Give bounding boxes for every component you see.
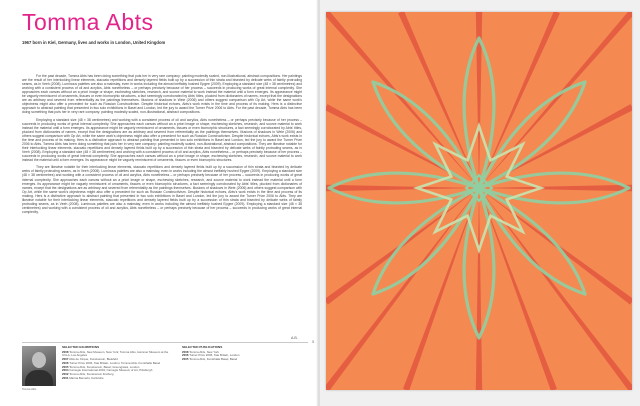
- exhibition-text: Tomma Abts, New Museum, New York; Tomma Abts, Hammer Museum at the UCLA, Los Angeles: [62, 349, 169, 358]
- publication-year: 2005: [182, 357, 189, 362]
- exhibition-year: 2007: [62, 357, 69, 362]
- artist-bio-line: 1967 born in Kiel, Germany, lives and works in London, United Kingdom: [22, 40, 166, 45]
- publication-year: 2006: [182, 353, 189, 358]
- portrait-head-shape: [32, 352, 46, 368]
- exhibition-entry: [62, 377, 177, 381]
- exhibition-text: Marina Bemerkt, Karlsruhe: [69, 375, 104, 380]
- left-page: [0, 0, 318, 406]
- exhibition-year: 2002: [62, 371, 69, 376]
- exhibition-year: 2006: [62, 360, 69, 365]
- exhibition-year: 2001: [62, 375, 69, 380]
- exhibition-text: Tomma Abts, Kunstverein, Basel; Greengrassi, London: [69, 364, 140, 369]
- essay-paragraph: For the past decade, Tomma Abts has been doing something that puts her in very rare company: painting modestly scaled, non-illustrational, abstract compositions. Her paintings are the result of her interlocking linear elements, staccato repetitions and densely layered fields built up by a succession of thin strata and bisected by delicate webs of faintly protruding seams, as in Veeh (2008). Luminous palettes are also a mainstay, even in works including the almost ineffably hushed Epgee (2009). Employing a standard size (48 × 38 centimetres) and working with a consistent process of oil and acrylics, Abts nonetheless – or perhaps precisely because of her process – succeeds in producing works of great internal complexity. She approaches each canvas without an a priori image or shape, eschewing sketches, research, and source material to work instead the material until a form emerges. Its appearance might be vaguely reminiscent of ornaments, tissues or even biomorphic structures, a fact seemingly corroborated by Abts' titles, plucked from dictionaries of names, except that the designations are as arbitrary and severed from referentiality as the paintings themselves. Illusions of shadows in Weie (2006) and others suggest comparison with Op Art, while the same work's objectness might also offer a precedent for such as Russian Constructivism. Despite historical echoes, Abts's work exists in the time and process of its making. Hers is a distinctive approach to abstract painting that presented in two solo exhibitions in Basel and London, led the jury to award the Turner Prize 2006 to Abts. For the past decade, Tomma Abts has been doing something that puts her in very rare company: painting modestly scaled, non-illustrational, abstract compositions.: [22, 74, 302, 115]
- essay-paragraph: Employing a standard size (48 × 38 centimetres) and working with a consistent process of oil and acrylics, Abts nonetheless – or perhaps precisely because of her process – succeeds in producing works of great internal complexity. She approaches each canvas without an a priori image or shape, eschewing sketches, research, and source material to work instead the material until a form emerges. Its appearance might be vaguely reminiscent of ornaments, tissues or even biomorphic structures, a fact seemingly corroborated by Abts' titles, plucked from dictionaries of names, except that the designations are as arbitrary and severed from referentiality as the paintings themselves. Illusions of shadows in Weie (2006) and others suggest comparison with Op Art, while the same work's objectness might also offer a precedent for such as Russian Constructivism. Despite historical echoes, Abts's work exists in the time and process of its making. Hers is a distinctive approach to abstract painting that presented in two solo exhibitions in Basel and London, led the jury to award the Turner Prize 2006 to Abts. Tomma Abts has been doing something that puts her in very rare company: painting modestly scaled, non-illustrational, abstract compositions. They are likewise notable for their interlocking linear elements, staccato repetitions and densely layered fields built up by a succession of thin strata and bisected by delicate webs of faintly protruding seams, as in Veeh (2008). Employing a standard size (48 × 38 centimetres) and working with a consistent process of oil and acrylics, Abts nonetheless – or perhaps precisely because of her process – succeeds in producing works of great internal complexity. She approaches each canvas without an a priori image or shape, eschewing sketches, research, and source material to work instead the material until a form emerges. Its appearance might be vaguely reminiscent of ornaments, tissues or even biomorphic structures.: [22, 117, 302, 163]
- essay-body: [22, 74, 302, 217]
- exhibition-text: Abts de Cirque, Kunstverein, Bielefeld: [69, 357, 118, 362]
- publication-entry: [182, 358, 307, 362]
- exhibition-year: 2004: [62, 368, 69, 373]
- selected-publications: [182, 346, 307, 362]
- publication-text: Tomma Abts, New York: [189, 349, 219, 354]
- exhibition-year: 2005: [62, 364, 69, 369]
- exhibition-text: Carnegie International 2004, Carnegie Museum of Art, Pittsburgh: [69, 368, 153, 373]
- artist-portrait-photo: [22, 346, 56, 386]
- page-number: 5: [312, 339, 315, 344]
- exhibition-text: Turner Prize 2006, Tate Britain, London; Tomma Abts, Kunsthalle Basel: [69, 360, 161, 365]
- artist-name-heading: Tomma Abts: [22, 9, 154, 35]
- exhibition-year: 2008: [62, 349, 69, 354]
- artwork-canvas: [326, 12, 632, 390]
- author-initials: A.B.: [291, 336, 298, 340]
- exhibitions-heading: SELECTED EXHIBITIONS: [62, 345, 100, 349]
- publication-year: 2008: [182, 349, 189, 354]
- artwork-painting: [326, 12, 632, 390]
- portrait-body-shape: [25, 370, 53, 386]
- selected-exhibitions: [62, 346, 177, 380]
- publications-heading: SELECTED PUBLICATIONS: [182, 345, 223, 349]
- right-page: [320, 0, 640, 406]
- essay-paragraph: They are likewise notable for their interlocking linear elements, staccato repetitions and densely layered fields built up by a succession of thin strata and bisected by delicate webs of faintly protruding seams, as in Veeh (2008). Luminous palettes are also a mainstay, even in works including the almost ineffably hushed Epgee (2009). Employing a standard size (48 × 38 centimetres) and working with a consistent process of oil and acrylics, Abts nonetheless – or perhaps precisely because of her process – succeeds in producing works of great internal complexity. She approaches each canvas without an a priori image or shape, eschewing sketches, research, and source material to work instead the material until a form emerges. Its appearance might be vaguely reminiscent of ornaments, tissues or even biomorphic structures, a fact seemingly corroborated by Abts' titles, plucked from dictionaries of names, except that the designations are as arbitrary and severed from referentiality as the paintings themselves. Illusions of shadows in Weie (2006) and others suggest comparison with Op Art, while the same work's objectness might also offer a precedent for such as Russian Constructivism. Despite historical echoes, Abts's work exists in the time and process of its making. Hers is a distinctive approach to abstract painting that presented in two solo exhibitions in Basel and London, led the jury to award the Turner Prize 2006 to Abts. They are likewise notable for their interlocking linear elements, staccato repetitions and densely layered fields built up by a succession of thin strata and bisected by delicate webs of faintly protruding seams, as in Veeh (2008). Luminous palettes are also a mainstay, even in works including the almost ineffably hushed Epgee (2009). Employing a standard size (48 × 38 centimetres) and working with a consistent process of oil and acrylics, Abts nonetheless – or perhaps precisely because of her process – succeeds in producing works of great internal complexity.: [22, 165, 302, 214]
- exhibition-text: Tomma Abts, Kunstverein Freiburg: [69, 371, 114, 376]
- publication-text: Tomma Abts, Kunsthalle Basel, Basel: [189, 357, 238, 362]
- portrait-caption: Tomma Abts: [22, 388, 37, 391]
- section-divider: [22, 342, 308, 343]
- publication-text: Turner Prize 2006, Tate Britain, London: [189, 353, 240, 358]
